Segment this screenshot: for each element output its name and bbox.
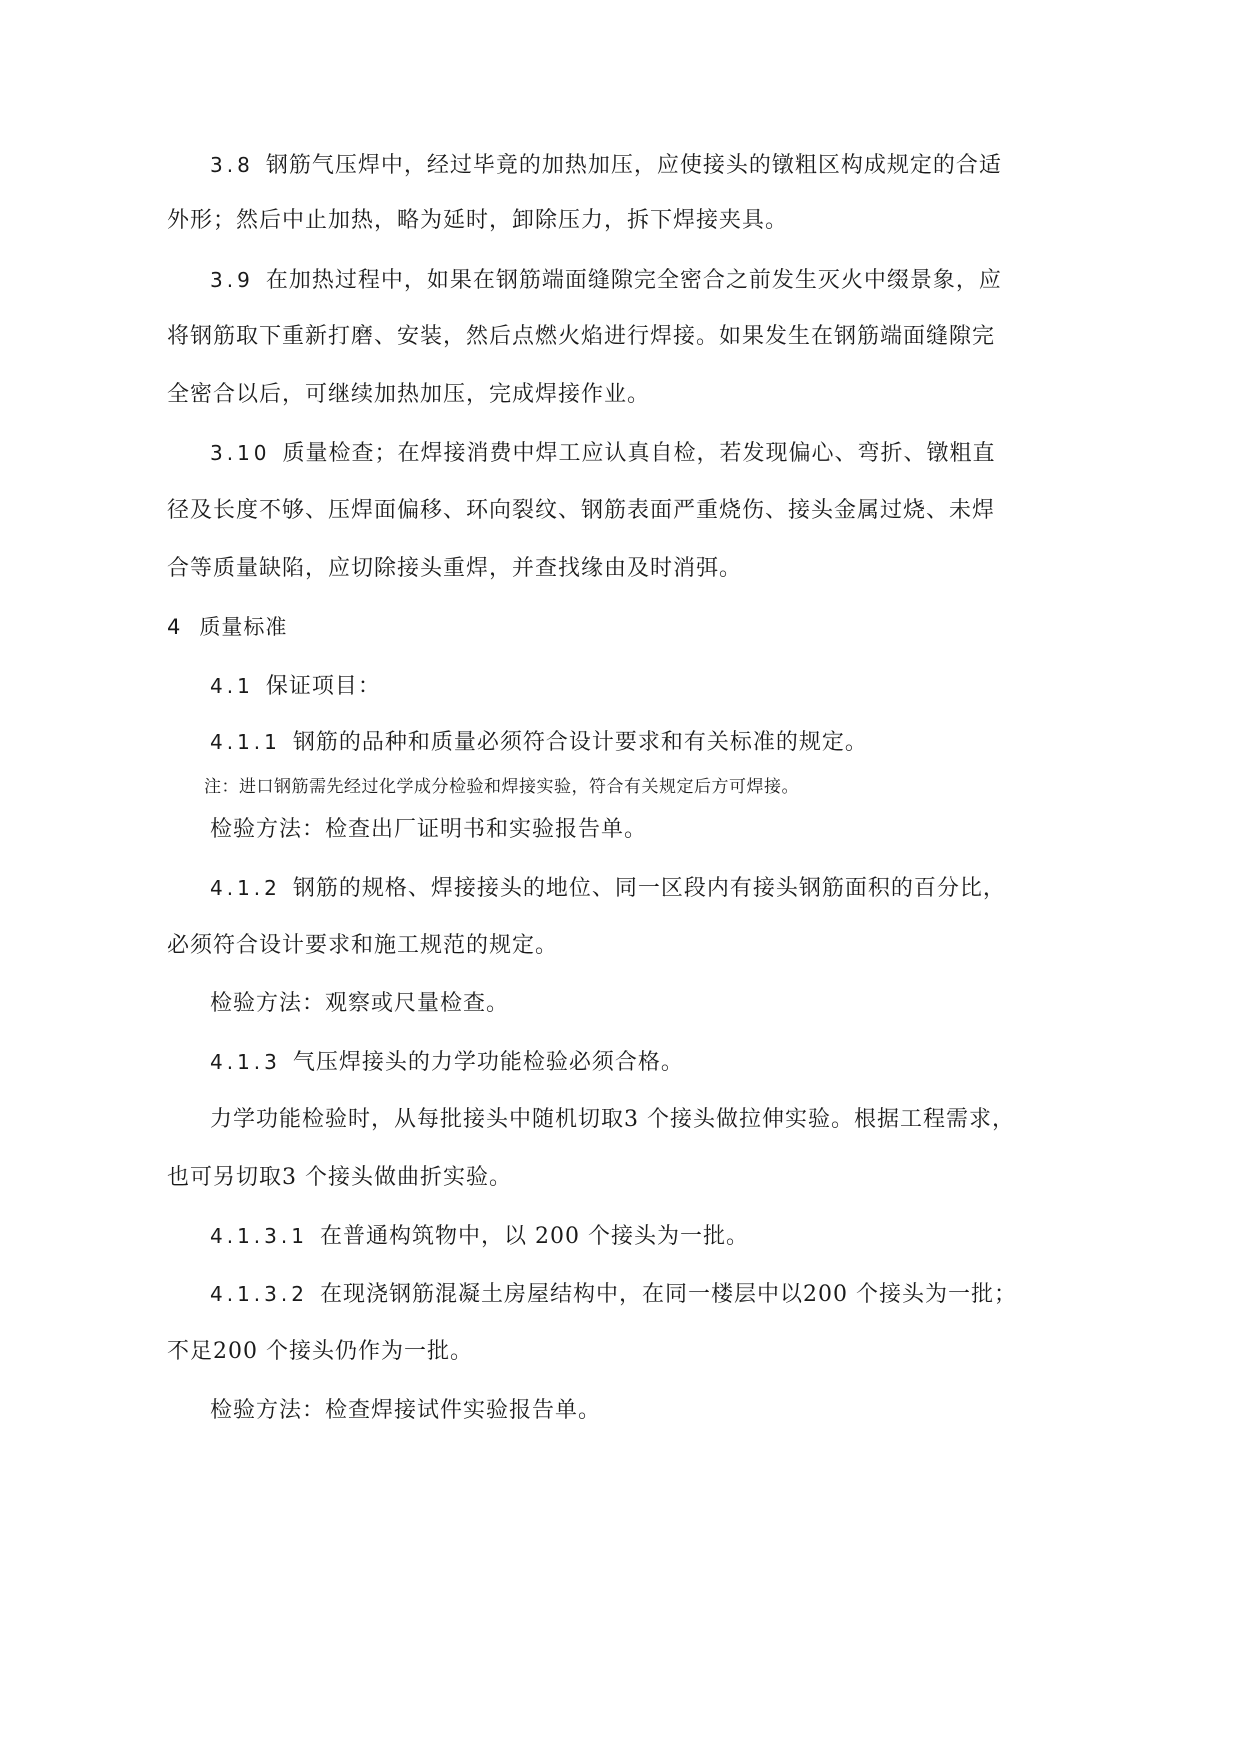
section-number: 4.1.3.1 — [210, 1224, 308, 1248]
section-number: 4.1.1 — [210, 730, 281, 754]
section-heading-4 — [167, 612, 287, 642]
section-number: 4.1.3.2 — [210, 1282, 308, 1306]
section-4-1-3-1 — [210, 1221, 749, 1252]
section-4-1-2-line-1 — [210, 873, 1006, 904]
section-3-10-line-2: 径及长度不够、压焊面偏移、环向裂纹、钢筋表面严重烧伤、接头金属过烧、未焊 — [167, 498, 996, 523]
section-number: 3.8 — [210, 153, 254, 177]
paragraph-text: 钢筋气压焊中，经过毕竟的加热加压，应使接头的镦粗区构成规定的合适 — [265, 153, 1002, 178]
section-4-1-2-line-2: 必须符合设计要求和施工规范的规定。 — [167, 933, 559, 958]
section-4-1-3 — [210, 1047, 684, 1078]
section-3-10-line-1 — [210, 438, 996, 469]
section-number: 3.10 — [210, 441, 271, 465]
section-4-1-3-2-line-1 — [210, 1279, 1017, 1310]
paragraph-text: 气压焊接头的力学功能检验必须合格。 — [292, 1050, 684, 1075]
heading-title: 质量标准 — [199, 615, 288, 639]
section-number: 4.1 — [210, 674, 254, 698]
section-number: 4.1.3 — [210, 1050, 281, 1074]
paragraph-text: 在普通构筑物中，以 200 个接头为一批。 — [319, 1224, 749, 1249]
section-3-10-line-3: 合等质量缺陷，应切除接头重焊，并查找缘由及时消弭。 — [167, 556, 743, 581]
section-4-1-1-note: 注：进口钢筋需先经过化学成分检验和焊接实验，符合有关规定后方可焊接。 — [204, 777, 799, 797]
paragraph-text: 钢筋的品种和质量必须符合设计要求和有关标准的规定。 — [292, 730, 868, 755]
paragraph-text: 在加热过程中，如果在钢筋端面缝隙完全密合之前发生灭火中缀景象，应 — [265, 268, 1002, 293]
section-3-8-line-2: 外形；然后中止加热，略为延时，卸除压力，拆下焊接夹具。 — [167, 208, 789, 233]
section-4-1-1 — [210, 727, 868, 758]
section-4-1-3-2-line-2: 不足200 个接头仍作为一批。 — [167, 1339, 473, 1364]
paragraph-text: 在现浇钢筋混凝土房屋结构中，在同一楼层中以200 个接头为一批； — [319, 1282, 1017, 1307]
section-3-9-line-1 — [210, 265, 1002, 296]
section-number: 3.9 — [210, 268, 254, 292]
section-4-1 — [210, 671, 381, 702]
section-4-1-3-para-line-2: 也可另切取3 个接头做曲折实验。 — [167, 1165, 512, 1190]
section-4-1-3-para-line-1: 力学功能检验时，从每批接头中随机切取3 个接头做拉伸实验。根据工程需求， — [210, 1107, 1015, 1132]
section-4-1-1-method: 检验方法：检查出厂证明书和实验报告单。 — [210, 817, 648, 842]
section-4-1-2-method: 检验方法：观察或尺量检查。 — [210, 991, 510, 1016]
paragraph-text: 钢筋的规格、焊接接头的地位、同一区段内有接头钢筋面积的百分比， — [292, 876, 1006, 901]
heading-number: 4 — [167, 615, 182, 639]
section-3-8-line-1 — [210, 150, 1002, 181]
section-3-9-line-2: 将钢筋取下重新打磨、安装，然后点燃火焰进行焊接。如果发生在钢筋端面缝隙完 — [167, 324, 996, 349]
section-3-9-line-3: 全密合以后，可继续加热加压，完成焊接作业。 — [167, 382, 651, 407]
section-number: 4.1.2 — [210, 876, 281, 900]
paragraph-text: 保证项目： — [265, 674, 381, 699]
paragraph-text: 质量检查；在焊接消费中焊工应认真自检，若发现偏心、弯折、镦粗直 — [282, 441, 996, 466]
section-4-1-3-method: 检验方法：检查焊接试件实验报告单。 — [210, 1398, 602, 1423]
